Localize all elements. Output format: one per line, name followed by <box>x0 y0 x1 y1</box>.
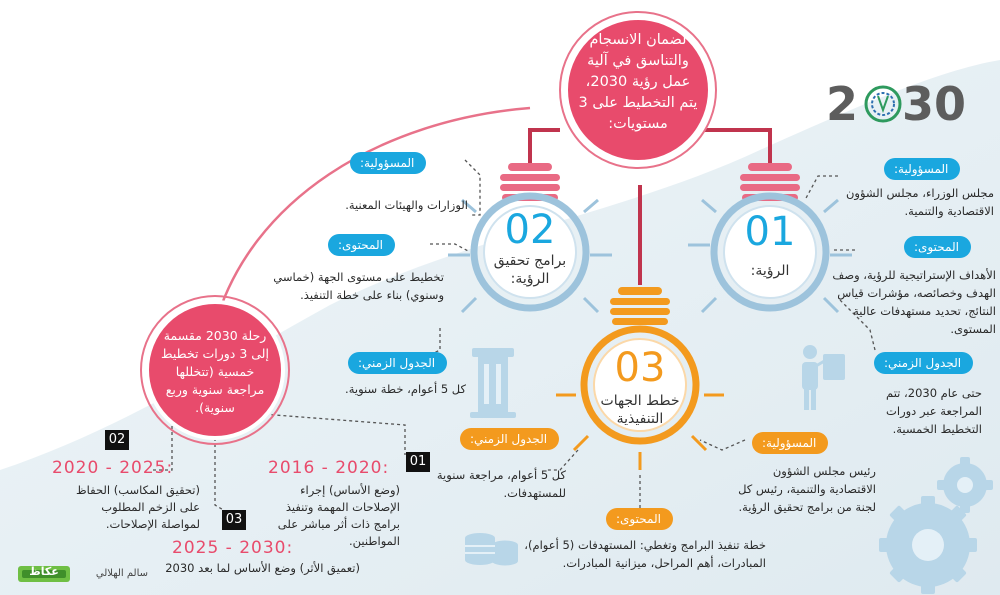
phase-01-badge: 01 <box>406 452 430 472</box>
svg-text:2: 2 <box>826 77 859 131</box>
svg-text:30: 30 <box>902 77 967 131</box>
connector-02 <box>530 130 560 165</box>
phase-01-years: 2016 - 2020: <box>268 458 390 478</box>
level-03-content-label: المحتوى: <box>606 508 673 530</box>
level-02-number: 02 <box>504 207 556 253</box>
level-02-content-text: تخطيط على مستوى الجهة (خماسي وسنوي) بناء على خطة التنفيذ. <box>273 270 444 302</box>
journey-circle-text: رحلة 2030 مقسمة إلى 3 دورات تخطيط خمسية (تتخللها مراجعة سنوية وربع سنوية). <box>161 328 269 415</box>
level-01-number: 01 <box>744 209 796 255</box>
level-01-responsibility-label: المسؤولية: <box>884 158 960 180</box>
level-02-responsibility-text: الوزارات والهيئات المعنية. <box>345 198 468 212</box>
level-01-content-text: الأهداف الإستراتيجية للرؤية، وصف الهدف وخصائصه، مؤشرات قياس النتائج، تحديد مستهدفات عالية المستوى. <box>832 268 996 336</box>
phase-02-badge: 02 <box>105 430 129 450</box>
phase-03-badge: 03 <box>222 510 246 530</box>
phase-02-desc: (تحقيق المكاسب) الحفاظ على الزخم المطلوب لمواصلة الإصلاحات. <box>76 483 200 531</box>
level-01-title: الرؤية: <box>750 263 790 279</box>
level-03-title: خطط الجهات التنفيذية <box>600 393 680 427</box>
level-02-content-label: المحتوى: <box>328 234 395 256</box>
level-02-timeline-label: الجدول الزمني: <box>348 352 447 374</box>
level-03-responsibility-text: رئيس مجلس الشؤون الاقتصادية والتنمية، رئيس كل لجنة من برامج تحقيق الرؤية. <box>738 464 876 514</box>
phase-03-years: 2025 - 2030: <box>172 538 294 558</box>
level-02-title: برامج تحقيق الرؤية: <box>493 253 567 287</box>
level-01-timeline-label: الجدول الزمني: <box>874 352 973 374</box>
author-credit: سالم الهلالي <box>95 568 148 579</box>
brand-logo-text: عكاظ <box>29 565 59 578</box>
phase-01-desc: (وضع الأساس) إجراء الإصلاحات المهمة وتنفيذ برامج ذات أثر مباشر على المواطنين. <box>277 483 400 548</box>
level-03-number: 03 <box>614 345 666 391</box>
level-02-responsibility-label: المسؤولية: <box>350 152 426 174</box>
main-bubble-text: لضمان الانسجام والتناسق في آلية عمل رؤية 2030، يتم التخطيط على 3 مستويات: <box>578 32 698 132</box>
level-02-timeline-text: كل 5 أعوام، خطة سنوية. <box>345 382 466 396</box>
level-03-content-text: خطة تنفيذ البرامج وتغطي: المستهدفات (5 أعوام)، المبادرات، أهم المراحل، ميزانية المبادرات. <box>524 538 766 570</box>
level-01-timeline-text: حتى عام 2030، تتم المراجعة عبر دورات التخطيط الخمسية. <box>886 386 982 436</box>
level-03-responsibility-label: المسؤولية: <box>752 432 828 454</box>
level-03-timeline-text: كل 5 أعوام، مراجعة سنوية للمستهدفات. <box>436 468 566 500</box>
level-01-content-label: المحتوى: <box>904 236 971 258</box>
phase-03-desc: (تعميق الأثر) وضع الأساس لما بعد 2030 <box>165 561 360 575</box>
level-03-timeline-label: الجدول الزمني: <box>460 428 559 450</box>
level-01-responsibility-text: مجلس الوزراء، مجلس الشؤون الاقتصادية والتنمية. <box>845 186 994 218</box>
phase-02-years: 2020 - 2025: <box>52 458 174 478</box>
